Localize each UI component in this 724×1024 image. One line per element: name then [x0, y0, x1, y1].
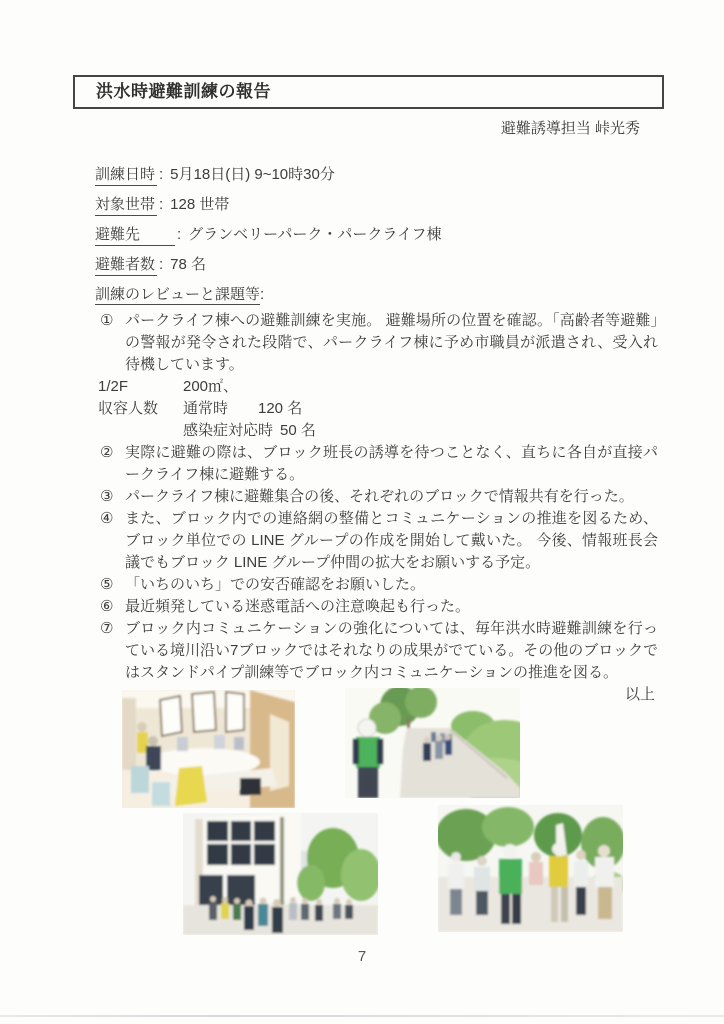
report-body [95, 163, 658, 706]
capacity-infection-value: 50 名 [280, 422, 316, 439]
photo-evacuation-route-walk [345, 688, 520, 798]
photo-meeting-room-indoor [122, 690, 295, 808]
review-items [95, 310, 658, 684]
meta-value-evacuees: 78 名 [170, 256, 207, 273]
report-title: 洪水時避難訓練の報告 [96, 82, 271, 101]
report-title-box [73, 75, 664, 109]
capacity-infection-label: 感染症対応時 [183, 422, 274, 439]
capacity-row-infection [98, 420, 658, 442]
meta-colon: : [177, 226, 182, 243]
meta-label-datetime: 訓練日時 [95, 163, 157, 186]
meta-value-datetime: 5月18日(日) 9~10時30分 [170, 166, 335, 183]
item-marker-2: ② [100, 444, 114, 461]
item-text-6: 最近頻発している迷惑電話への注意喚起も行った。 [125, 598, 471, 615]
item-text-5: 「いちのいち」での安否確認をお願いした。 [125, 576, 426, 593]
capacity-normal-value: 120 名 [258, 400, 303, 417]
meta-row-datetime [95, 163, 658, 193]
item-text-1: パークライフ棟への避難訓練を実施。 避難場所の位置を確認。「高齢者等避難」の警報が発令された段階で、パークライフ棟に予め市職員が派遣され、受入れ待機しています。 [125, 312, 658, 373]
meta-colon: : [159, 196, 164, 213]
scan-edge-artifact [0, 1015, 724, 1017]
review-item-6 [95, 596, 658, 618]
meta-value-destination: グランベリーパーク・パークライフ棟 [188, 226, 442, 243]
item-marker-1: ① [100, 312, 114, 329]
review-item-2 [95, 442, 658, 486]
item-marker-6: ⑥ [100, 598, 114, 615]
author-line: 避難誘導担当 峠光秀 [500, 120, 640, 137]
meta-row-destination [95, 223, 658, 253]
review-item-4 [95, 508, 658, 574]
meta-label-households: 対象世帯 [95, 193, 157, 216]
meta-label-evacuees: 避難者数 [95, 253, 157, 276]
review-item-7 [95, 618, 658, 684]
review-heading-colon: : [260, 286, 265, 303]
meta-colon: : [159, 256, 164, 273]
item-marker-4: ④ [100, 510, 114, 527]
photo-building-entrance-gathering [183, 813, 378, 935]
page-number: 7 [357, 948, 367, 965]
item-marker-3: ③ [100, 488, 114, 505]
closing-text: 以上 [624, 686, 655, 703]
capacity-area: 200㎡、 [183, 378, 239, 395]
capacity-row-floor [98, 376, 658, 398]
item-text-7: ブロック内コミュニケーションの強化については、毎年洪水時避難訓練を行っている境川沿い7ブロックではそれなりの成果がでている。その他のブロックではスタンドパイプ訓練等でブロック内コミュニケーションの推進を図る。 [125, 620, 658, 681]
review-item-3 [95, 486, 658, 508]
item-text-2: 実際に避難の際は、ブロック班長の誘導を待つことなく、直ちに各自が直接パークライフ棟に避難する。 [125, 444, 658, 483]
review-heading-text: 訓練のレビューと課題等 [95, 286, 261, 303]
item-text-3: パークライフ棟に避難集合の後、それぞれのブロックで情報共有を行った。 [125, 488, 634, 505]
meta-row-households [95, 193, 658, 223]
photo-outdoor-group-briefing [438, 805, 623, 932]
meta-value-households: 128 世帯 [170, 196, 230, 213]
review-item-5 [95, 574, 658, 596]
meta-colon: : [159, 166, 164, 183]
capacity-floor: 1/2F [98, 378, 129, 395]
item-marker-5: ⑤ [100, 576, 114, 593]
item-text-4: また、ブロック内での連絡網の整備とコミュニケーションの推進を図るため、ブロック単位での LINE グループの作成を開始して戴いた。 今後、情報班長会議でもブロック LINE グループ仲間の拡大をお願いする予定。 [125, 510, 658, 571]
capacity-row-normal [98, 398, 658, 420]
item-marker-7: ⑦ [100, 620, 114, 637]
capacity-label: 収容人数 [98, 400, 159, 417]
capacity-details [98, 376, 658, 442]
meta-label-destination: 避難先 [95, 223, 175, 246]
review-heading [95, 283, 658, 310]
meta-row-evacuees [95, 253, 658, 283]
capacity-normal-label: 通常時 [183, 400, 229, 417]
review-item-1 [95, 310, 658, 376]
